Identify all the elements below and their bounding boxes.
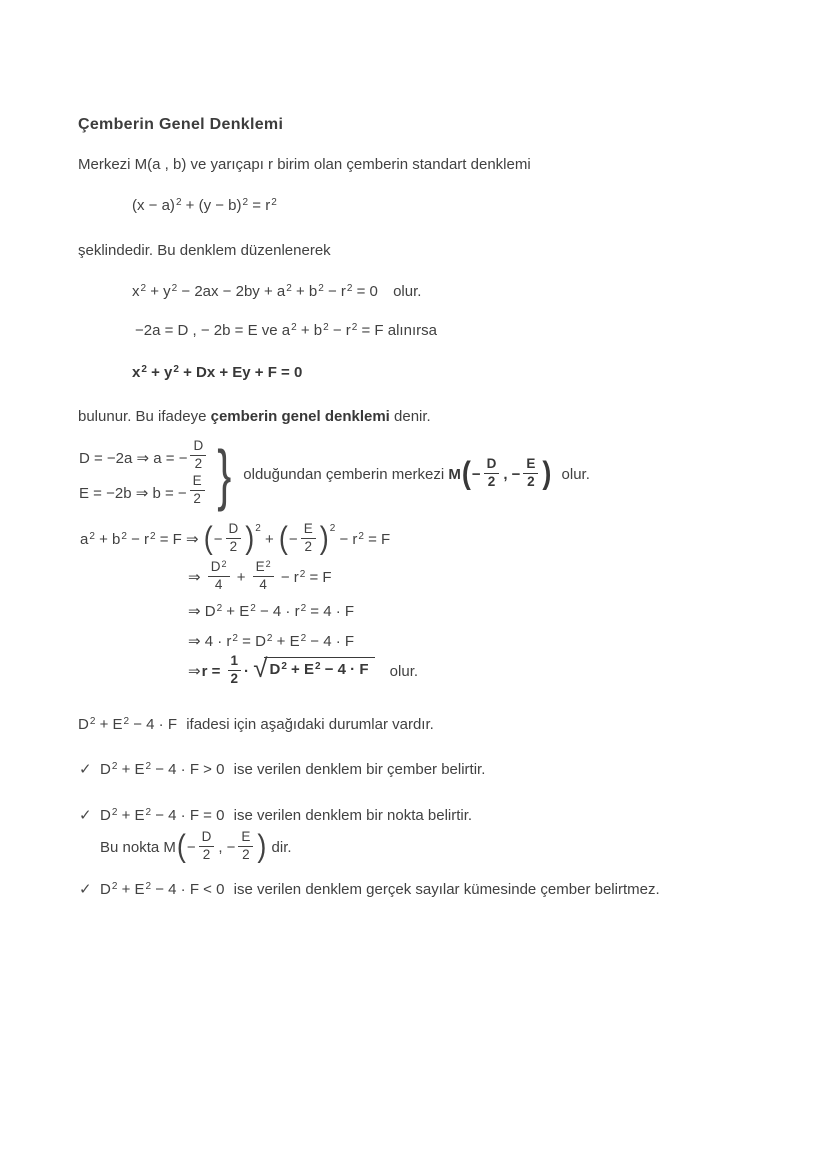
fraction-numerator: 1 — [230, 653, 239, 668]
case-item-zero — [79, 806, 472, 824]
fraction-denominator: 2 — [190, 490, 205, 507]
fraction-e-over-2 — [190, 474, 205, 506]
open-paren: ( — [203, 519, 213, 556]
point-label: M — [448, 465, 461, 483]
center-derivation-block — [79, 436, 590, 513]
cases-intro — [78, 716, 434, 733]
sqrt-radical — [253, 653, 374, 684]
fraction-d-over-2 — [484, 457, 500, 489]
cases-intro-formula: $D^2 + E^2 - 4 \cdot F$ — [78, 716, 178, 733]
minus-sign: − — [511, 465, 521, 483]
bulunur-prefix: bulunur. Bu ifadeye — [78, 408, 207, 425]
fraction-e-over-2 — [238, 830, 253, 862]
implies-arrow: ⇒ — [188, 663, 201, 681]
point-label: M — [163, 839, 176, 857]
right-brace-glyph: } — [217, 436, 232, 513]
case-formula: $D^2 + E^2 - 4 \cdot F = 0$ — [100, 807, 225, 824]
close-paren: ) — [245, 519, 255, 556]
fraction-numerator: $D^2$ — [210, 559, 227, 574]
general-circle-equation: $x^2 + y^2 + Dx + Ey + F = 0$ — [132, 364, 303, 381]
bulunur-text — [78, 408, 431, 425]
close-paren: ) — [319, 519, 329, 556]
case-text: ise verilen denklem bir nokta belirtir. — [233, 807, 473, 824]
point-note-suffix: dir. — [271, 839, 292, 857]
plus-sign: + — [236, 569, 246, 587]
point-note-prefix: Bu nokta — [100, 839, 160, 857]
fraction-numerator: E — [192, 473, 202, 489]
fraction-d-over-2 — [199, 830, 215, 862]
open-paren: ( — [461, 454, 471, 491]
plus-sign: + — [264, 531, 274, 549]
substitution-line: −2a = D , − 2b = E ve $a^2 + b^2 - r^2 = F$ alınırsa — [135, 322, 437, 339]
derivation-lead: $a^2 + b^2 - r^2 = F$ ⇒ — [80, 531, 199, 549]
minus-sign: − — [471, 465, 481, 483]
fraction-denominator: 4 — [208, 576, 230, 593]
derivation-line-1 — [80, 519, 391, 556]
r-equals: r = — [201, 663, 221, 681]
point-expression — [163, 827, 267, 864]
fraction-numerator: D — [486, 455, 497, 471]
derivation-line-4: ⇒ $4 \cdot r^2 = D^2 + E^2 - 4 \cdot F$ — [188, 633, 355, 650]
minus-sign: − — [186, 839, 196, 857]
fraction-denominator: 2 — [226, 538, 242, 555]
derivation-line-3: ⇒ $D^2 + E^2 - 4 \cdot r^2 = 4 \cdot F$ — [188, 603, 355, 620]
center-statement — [243, 454, 590, 491]
fraction-denominator: 2 — [301, 538, 316, 555]
derivation-line-2 — [188, 559, 332, 594]
seklindedir-text: şeklindedir. Bu denklem düzenlenerek — [78, 242, 331, 259]
intro-text: Merkezi M(a , b) ve yarıçapı r birim olan çemberin standart denklemi — [78, 156, 531, 173]
olur-suffix: olur. — [389, 663, 419, 681]
center-statement-text: olduğundan çemberin merkezi — [243, 465, 445, 483]
bulunur-suffix: denir. — [394, 408, 431, 425]
d-definition-line — [79, 440, 209, 475]
case-item-positive — [79, 760, 485, 778]
paren-e-squared — [278, 519, 336, 556]
case-formula: $D^2 + E^2 - 4 \cdot F > 0$ — [100, 761, 225, 778]
open-paren: ( — [278, 519, 288, 556]
page-title: Çemberin Genel Denklemi — [78, 116, 284, 133]
check-icon: ✓ — [79, 761, 92, 778]
d-definition-text: D = −2a ⇒ a = − — [79, 449, 188, 467]
check-icon: ✓ — [79, 807, 92, 824]
case-item-negative — [79, 880, 660, 898]
squared-exponent: 2 — [329, 523, 336, 535]
check-icon: ✓ — [79, 881, 92, 898]
fraction-e-over-2 — [523, 457, 538, 489]
minus-sign: − — [213, 531, 223, 549]
fraction-numerator: E — [303, 521, 313, 536]
fraction-denominator: 2 — [190, 455, 206, 472]
minus-sign: − — [288, 531, 298, 549]
general-equation-term: çemberin genel denklemi — [210, 408, 390, 425]
olur-suffix: olur. — [393, 283, 422, 300]
fraction-d-over-2 — [190, 439, 206, 471]
fraction-denominator: 2 — [199, 846, 215, 863]
fraction-denominator: 4 — [253, 576, 274, 593]
fraction-denominator: 2 — [238, 846, 253, 863]
fraction-d-over-2 — [226, 522, 242, 554]
derivation-tail: − $r^2 = F$ — [339, 531, 391, 549]
fraction-numerator: E — [526, 455, 536, 471]
paren-d-squared — [203, 519, 261, 556]
standard-circle-equation: $(x - a)^2 + (y - b)^2 = r^2$ — [132, 197, 277, 214]
radicand: $D^2 + E^2 - 4 \cdot F$ — [264, 657, 374, 678]
fraction-denominator: 2 — [523, 473, 538, 490]
derivation-tail: − $r^2 = F$ — [280, 569, 332, 587]
close-paren: ) — [257, 827, 267, 864]
fraction-d2-over-4 — [208, 560, 230, 592]
fraction-numerator: D — [193, 438, 204, 454]
open-paren: ( — [176, 827, 186, 864]
point-note — [100, 827, 292, 864]
center-point-expression — [448, 454, 552, 491]
fraction-numerator: $E^2$ — [255, 559, 271, 574]
fraction-numerator: D — [228, 521, 239, 536]
derivation-line-5 — [188, 653, 419, 688]
comma: , — [218, 839, 223, 857]
fraction-denominator: 2 — [228, 670, 242, 687]
multiplication-dot: · — [244, 663, 250, 681]
implies-arrow: ⇒ — [188, 569, 201, 587]
cases-intro-text: ifadesi için aşağıdaki durumlar vardır. — [186, 716, 434, 733]
fraction-numerator: E — [241, 829, 251, 844]
fraction-e-over-2 — [301, 522, 316, 554]
close-paren: ) — [542, 454, 552, 491]
e-definition-text: E = −2b ⇒ b = − — [79, 484, 187, 502]
case-formula: $D^2 + E^2 - 4 \cdot F < 0$ — [100, 881, 225, 898]
fraction-denominator: 2 — [484, 473, 500, 490]
de-definitions — [79, 440, 209, 510]
squared-exponent: 2 — [255, 523, 261, 535]
e-definition-line — [79, 475, 209, 510]
fraction-e2-over-4 — [253, 560, 274, 592]
olur-suffix: olur. — [561, 465, 590, 483]
expanded-equation: $x^2 + y^2 - 2ax - 2by + a^2 + b^2 - r^2 = 0$ — [132, 283, 378, 300]
expanded-equation-line — [132, 283, 421, 300]
case-text: ise verilen denklem gerçek sayılar kümesinde çember belirtmez. — [233, 881, 660, 898]
radical-sign: √ — [253, 653, 268, 684]
fraction-one-half — [228, 654, 242, 686]
case-text: ise verilen denklem bir çember belirtir. — [233, 761, 486, 778]
fraction-numerator: D — [201, 829, 212, 844]
comma: , — [503, 465, 508, 483]
minus-sign: − — [226, 839, 236, 857]
